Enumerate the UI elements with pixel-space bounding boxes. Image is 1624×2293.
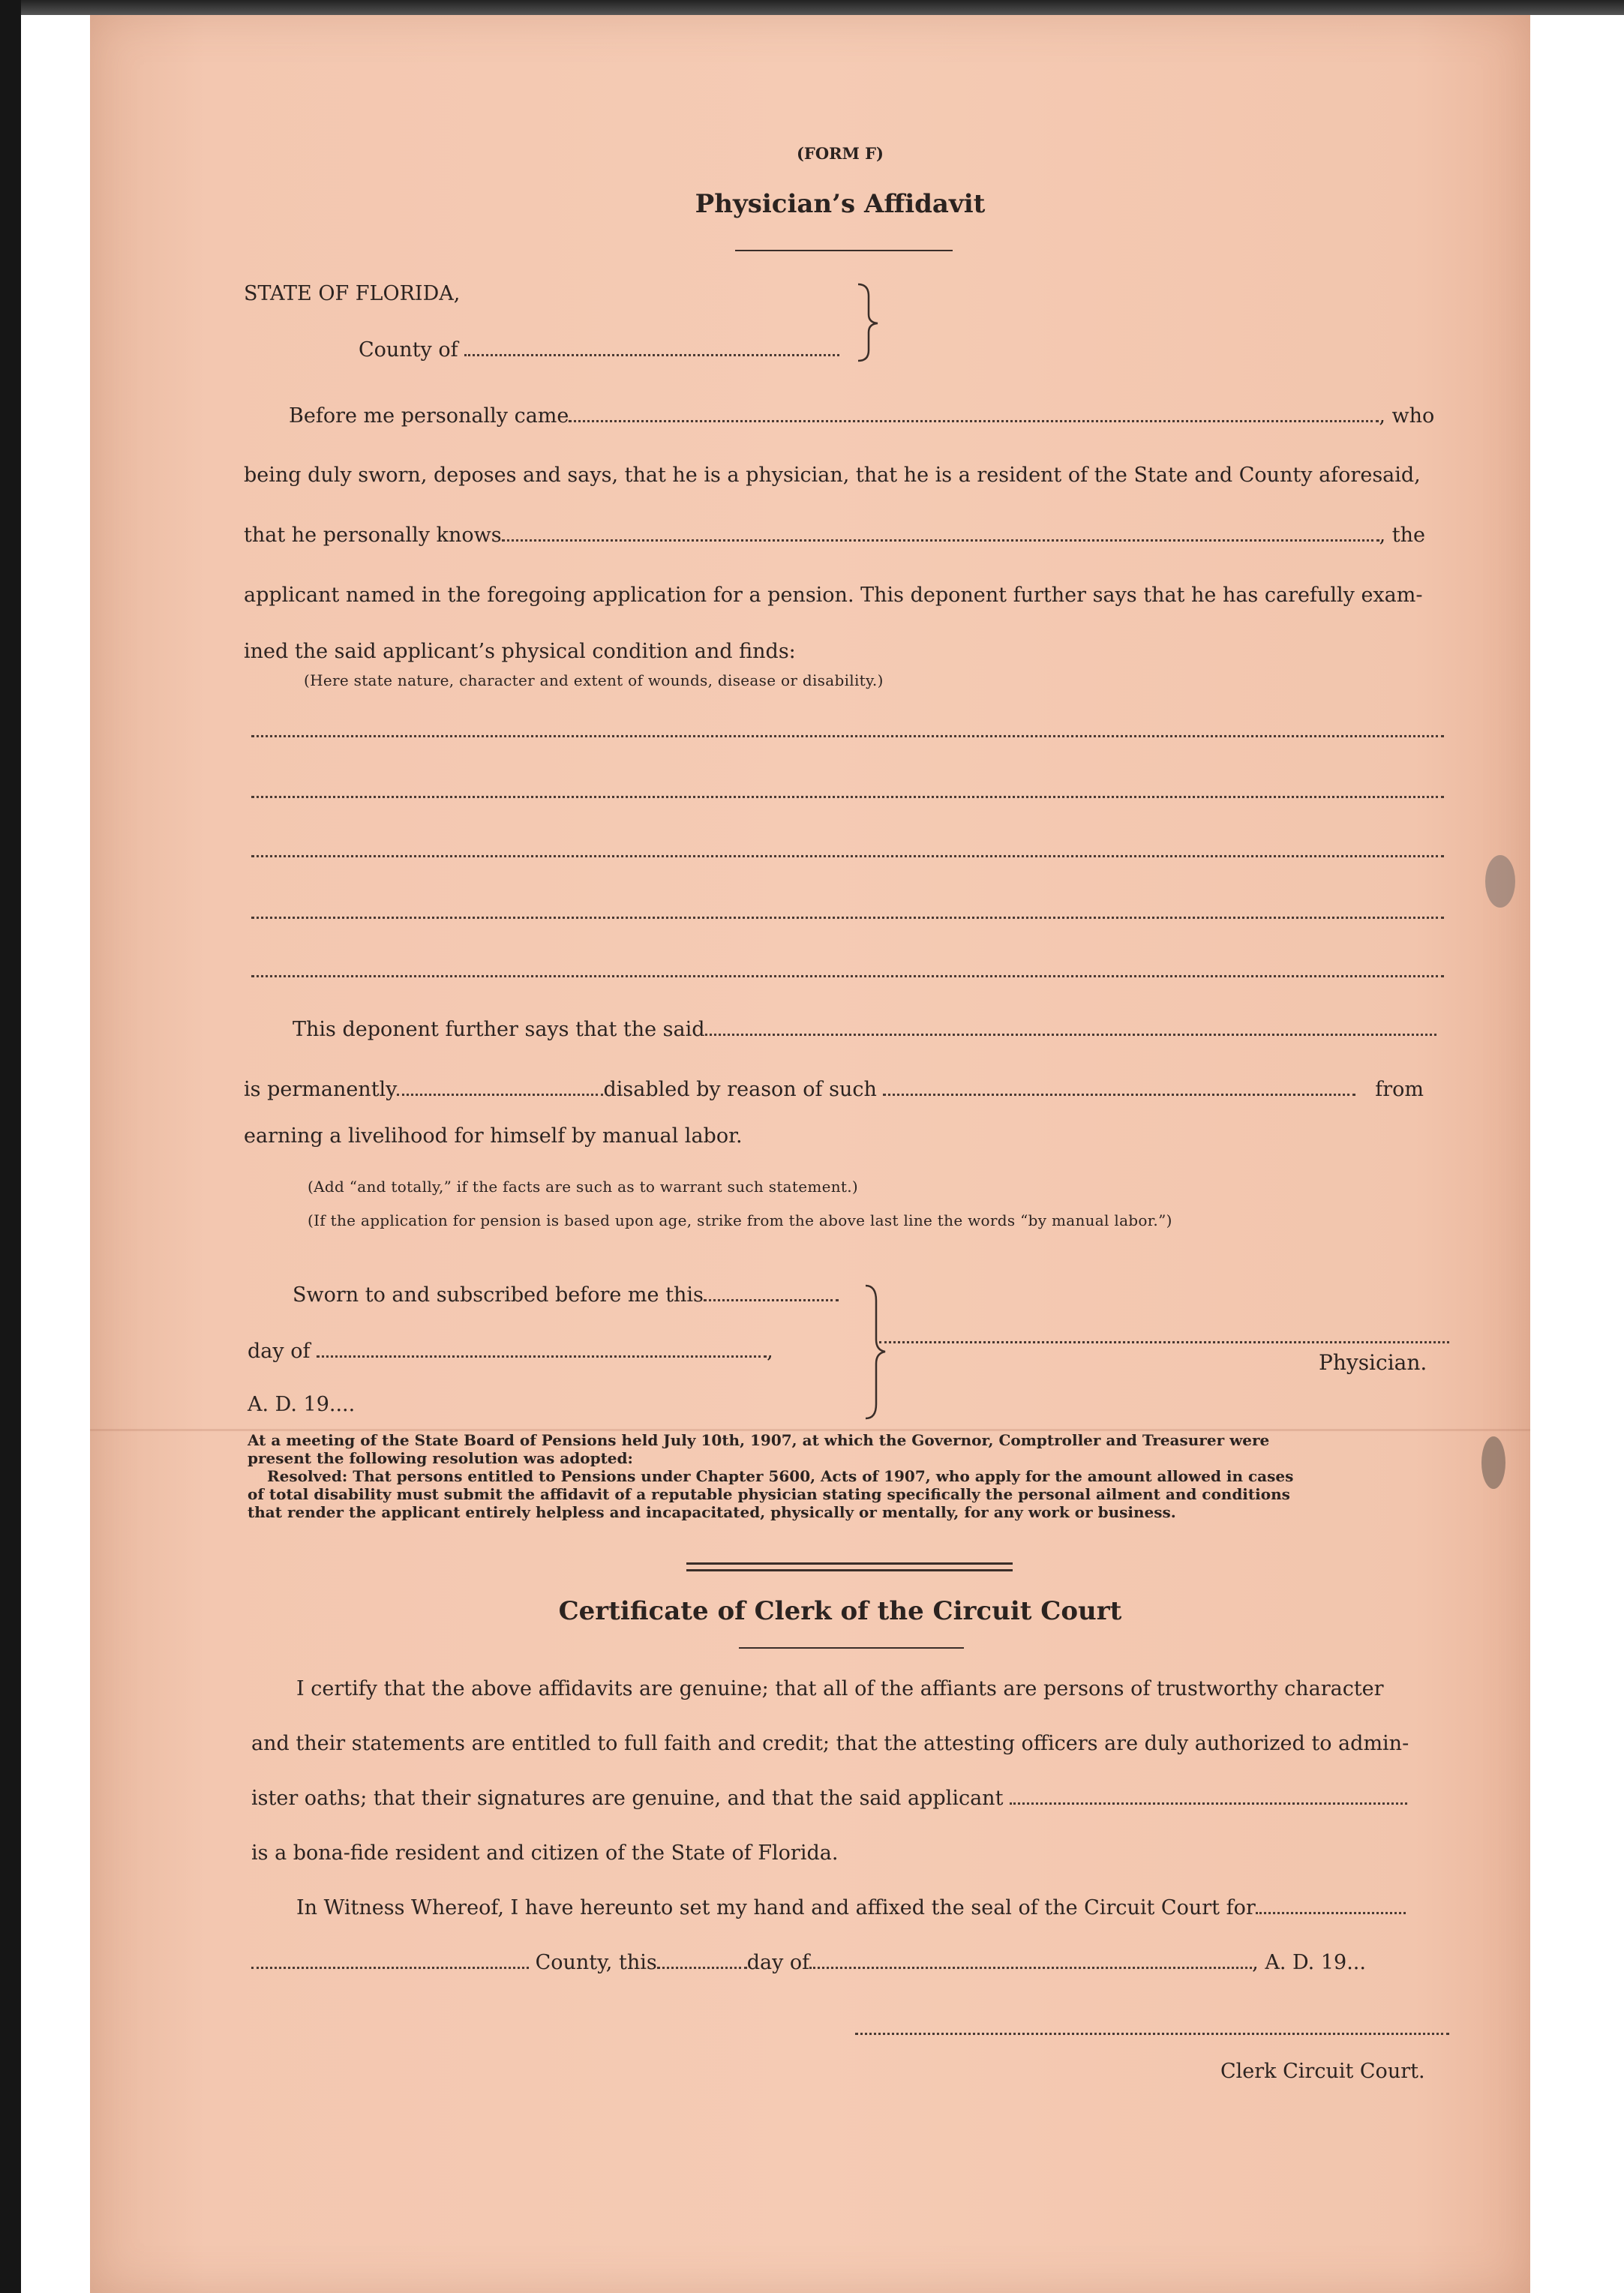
- paper-damage-spot: [1485, 855, 1515, 908]
- scan-border-top: [21, 0, 1624, 15]
- applicant-said-blank[interactable]: [705, 1017, 1436, 1036]
- section-divider: [686, 1569, 1013, 1571]
- applicant-line: applicant named in the foregoing application for a pension. This deponent further says that he has carefully exam-: [244, 584, 1423, 607]
- witness-date-line: County, this day of , A. D. 19...: [251, 1950, 1366, 1976]
- resolution-line-4: of total disability must submit the affidavit of a reputable physician stating specifically the personal ailment and conditions: [248, 1485, 1290, 1503]
- condition-line-2[interactable]: [251, 796, 1444, 798]
- condition-instruction: (Here state nature, character and extent of wounds, disease or disability.): [304, 671, 884, 689]
- disability-degree-blank[interactable]: [397, 1077, 603, 1096]
- certificate-applicant-blank[interactable]: [1010, 1786, 1407, 1805]
- county-label: County of: [359, 338, 839, 363]
- resolution-line-3: Resolved: That persons entitled to Pensions under Chapter 5600, Acts of 1907, who apply for the amount allowed in cases: [267, 1467, 1294, 1485]
- note-and-totally: (Add “and totally,” if the facts are such as to warrant such statement.): [308, 1178, 859, 1196]
- resolution-line-2: present the following resolution was adopted:: [248, 1449, 633, 1467]
- sworn-day-blank[interactable]: [704, 1283, 839, 1301]
- form-label: (FORM F): [797, 144, 884, 163]
- sworn-statement-line: being duly sworn, deposes and says, that he is a physician, that he is a resident of the State and County aforesaid,: [244, 464, 1421, 487]
- affidavit-title: Physician’s Affidavit: [695, 189, 986, 219]
- sworn-month-blank[interactable]: [317, 1339, 767, 1358]
- livelihood-line: earning a livelihood for himself by manual labor.: [244, 1124, 743, 1148]
- clerk-label: Clerk Circuit Court.: [1220, 2060, 1425, 2083]
- sworn-line: Sworn to and subscribed before me this: [293, 1283, 839, 1308]
- physician-signature-line[interactable]: [879, 1341, 1449, 1343]
- brace-symbol: [863, 1283, 893, 1421]
- permanently-line: is permanently disabled by reason of such from: [244, 1078, 1424, 1101]
- witness-month-blank[interactable]: [809, 1950, 1252, 1969]
- circuit-county-blank[interactable]: [1256, 1895, 1406, 1914]
- certificate-line-2: and their statements are entitled to full faith and credit; that the attesting officers are duly authorized to admin-: [251, 1732, 1409, 1755]
- certificate-line-4: is a bona-fide resident and citizen of the State of Florida.: [251, 1841, 839, 1865]
- examined-line: ined the said applicant’s physical condition and finds:: [244, 640, 796, 663]
- section-divider: [686, 1562, 1013, 1565]
- state-label: STATE OF FLORIDA,: [244, 282, 461, 305]
- known-person-blank[interactable]: [502, 523, 1379, 542]
- witness-line: In Witness Whereof, I have hereunto set my hand and affixed the seal of the Circuit Court for: [296, 1895, 1406, 1921]
- brace-symbol: [855, 281, 885, 364]
- note-manual-labor: (If the application for pension is based upon age, strike from the above last line the words “by manual labor.”): [308, 1211, 1172, 1229]
- paper-damage-spot: [1481, 1436, 1505, 1489]
- witness-county-blank[interactable]: [251, 1950, 529, 1969]
- clerk-signature-line[interactable]: [855, 2033, 1449, 2035]
- certificate-line-3: ister oaths; that their signatures are genuine, and that the said applicant: [251, 1786, 1407, 1811]
- deponent-line: This deponent further says that the said: [293, 1017, 1436, 1043]
- condition-line-5[interactable]: [251, 975, 1444, 977]
- resolution-line-5: that render the applicant entirely helpless and incapacitated, physically or mentally, for any work or business.: [248, 1503, 1176, 1521]
- sworn-ad-line: A. D. 19....: [248, 1393, 356, 1416]
- scan-border-left: [0, 0, 21, 2293]
- applicant-name-blank[interactable]: [569, 404, 1379, 422]
- before-me-line: Before me personally came , who: [289, 404, 1435, 428]
- condition-line-4[interactable]: [251, 917, 1444, 919]
- county-blank[interactable]: [464, 338, 839, 356]
- certificate-title-underline: [739, 1647, 964, 1649]
- condition-line-1[interactable]: [251, 735, 1444, 737]
- condition-line-3[interactable]: [251, 855, 1444, 857]
- certificate-line-1: I certify that the above affidavits are genuine; that all of the affiants are persons of trustworthy character: [296, 1677, 1384, 1700]
- resolution-line-1: At a meeting of the State Board of Pensions held July 10th, 1907, at which the Governor, Comptroller and Treasurer were: [248, 1431, 1270, 1449]
- witness-day-blank[interactable]: [657, 1950, 747, 1969]
- disability-cause-blank[interactable]: [883, 1077, 1355, 1096]
- certificate-title: Certificate of Clerk of the Circuit Court: [558, 1596, 1122, 1626]
- physician-label: Physician.: [1319, 1350, 1427, 1375]
- title-underline: [735, 250, 953, 251]
- sworn-day-of-line: day of ,: [248, 1340, 773, 1363]
- knows-line: that he personally knows , the: [244, 524, 1425, 547]
